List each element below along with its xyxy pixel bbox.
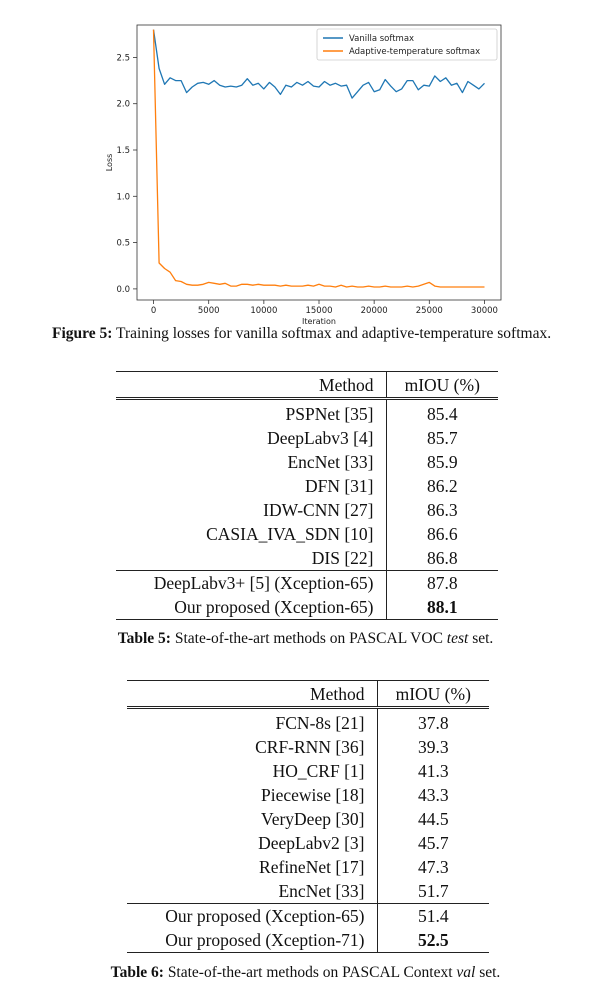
x-tick-label: 0 [150,306,157,316]
table-6-header-method: Method [127,681,377,708]
method-cell: FCN-8s [21] [127,708,377,736]
figure-5-caption [52,323,566,344]
miou-cell: 37.8 [417,713,449,733]
method-cell: DeepLabv3 [4] [116,426,386,450]
y-tick-label: 2.0 [116,99,130,110]
table-6 [127,680,489,953]
miou-cell: 44.5 [417,809,449,829]
y-axis-label: Loss [105,153,114,172]
miou-cell: 86.2 [426,476,458,496]
table-5-header-miou: mIOU (%) [386,372,498,399]
method-cell: RefineNet [17] [127,855,377,879]
y-tick-label: 1.0 [116,192,130,203]
table-5-caption-pre: State-of-the-art methods on PASCAL VOC [174,630,447,647]
table-row [116,595,498,620]
y-tick-label: 0.5 [116,238,130,249]
x-axis-label: Iteration [302,317,336,326]
miou-cell: 47.3 [417,857,449,877]
table-5-label: Table 5: [117,630,171,647]
table-5-header-method: Method [116,372,386,399]
x-tick-label: 30000 [470,306,498,316]
table-row [116,498,498,522]
table-6-caption-em: val [456,964,476,981]
method-cell: CRF-RNN [36] [127,735,377,759]
table-6-header-row [127,681,489,708]
table-row [116,450,498,474]
miou-cell: 43.3 [417,785,449,805]
figure-5-label: Figure 5: [52,325,113,342]
miou-cell: 85.7 [426,428,458,448]
table-row [127,735,489,759]
y-tick-label: 1.5 [116,146,130,156]
x-tick-label: 20000 [360,306,388,316]
method-cell: VeryDeep [30] [127,807,377,831]
miou-cell: 86.3 [426,500,458,520]
x-tick-label: 10000 [250,306,278,316]
table-5-caption-post: set. [468,630,494,647]
table-row [127,831,489,855]
table-row [116,522,498,546]
table-5 [116,371,498,620]
miou-cell: 85.4 [426,404,458,424]
y-tick-label: 0.0 [116,284,130,295]
plot-frame [137,25,501,300]
table-row [127,879,489,904]
miou-cell: 45.7 [417,833,449,853]
table-row [116,474,498,498]
table-row [116,546,498,571]
method-cell: EncNet [33] [116,450,386,474]
legend-entry: Adaptive-temperature softmax [349,47,481,57]
miou-cell: 41.3 [417,761,449,781]
method-cell: DeepLabv3+ [5] (Xception-65) [116,571,386,596]
method-cell: DIS [22] [116,546,386,571]
table-6-header-miou: mIOU (%) [377,681,489,708]
table-6-caption-pre: State-of-the-art methods on PASCAL Context [167,964,457,981]
method-cell: DeepLabv2 [3] [127,831,377,855]
table-row [127,807,489,831]
table-6-caption [0,964,611,982]
table-row [116,426,498,450]
table-row [116,571,498,596]
miou-cell: 52.5 [377,928,489,953]
miou-cell: 51.4 [377,904,489,929]
table-row [127,904,489,929]
method-cell: EncNet [33] [127,879,377,904]
table-row [116,399,498,427]
method-cell: HO_CRF [1] [127,759,377,783]
table-5-header-row [116,372,498,399]
miou-cell: 86.8 [426,548,458,568]
miou-cell: 85.9 [426,452,458,472]
method-cell: Our proposed (Xception-65) [116,595,386,620]
miou-cell: 39.3 [417,737,449,757]
table-row [127,708,489,736]
training-loss-chart [0,0,611,330]
method-cell: Our proposed (Xception-71) [127,928,377,953]
miou-cell: 88.1 [386,595,498,620]
table-row [127,928,489,953]
series-line-adaptive-temperature-softmax [154,30,485,287]
x-tick-label: 15000 [305,306,333,316]
table-row [127,783,489,807]
x-tick-label: 25000 [415,306,443,316]
table-6-caption-post: set. [475,964,501,981]
legend-entry: Vanilla softmax [349,34,415,44]
miou-cell: 86.6 [426,524,458,544]
table-row [127,855,489,879]
method-cell: Piecewise [18] [127,783,377,807]
y-tick-label: 2.5 [116,53,130,64]
miou-cell: 51.7 [417,881,449,901]
table-6-label: Table 6: [110,964,164,981]
miou-cell: 87.8 [386,571,498,596]
method-cell: Our proposed (Xception-65) [127,904,377,929]
table-5-caption [0,630,611,648]
method-cell: CASIA_IVA_SDN [10] [116,522,386,546]
table-5-caption-em: test [446,630,469,647]
x-tick-label: 5000 [197,306,220,316]
method-cell: IDW-CNN [27] [116,498,386,522]
figure-5-text: Training losses for vanilla softmax and adaptive-temperature softmax. [116,325,552,342]
method-cell: DFN [31] [116,474,386,498]
table-row [127,759,489,783]
method-cell: PSPNet [35] [116,399,386,427]
